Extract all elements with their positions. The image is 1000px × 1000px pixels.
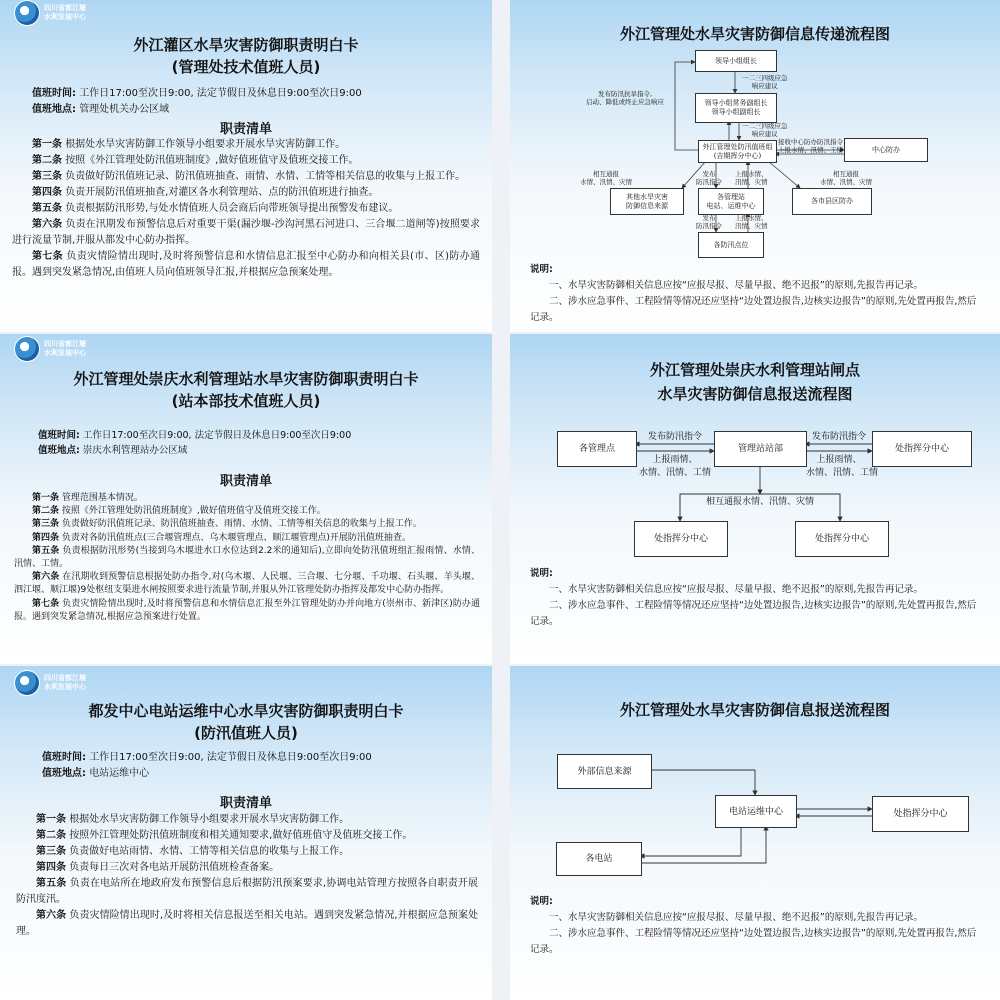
place-value: 电站运维中心: [89, 768, 150, 779]
node-flood-points: 各防汛点位: [698, 232, 764, 258]
label-exchange-left-line2: 水情、汛情、灾情: [580, 178, 632, 186]
duty-item-number: 第一条: [32, 139, 62, 150]
section-heading: 职责清单: [219, 796, 272, 811]
node-command-center-bottom-left: 处指挥分中心: [634, 521, 728, 557]
node-duty-group: [698, 140, 777, 163]
note-1: 一、水旱灾害防御相关信息应按“应报尽报、尽量早报、绝不迟报”的原则,先报告再记录。: [549, 912, 923, 923]
label-response-b-line1: 一二三四级应急: [742, 122, 788, 130]
node-power-stations: 各电站: [556, 842, 642, 876]
note-2: 二、涉水应急事件、工程险情等情况还应坚持“边处置边报告,边核实边报告”的原则,先处置再报告,然后记录。: [530, 296, 977, 323]
logo: [14, 336, 86, 362]
duty-item-number: 第五条: [32, 545, 60, 556]
duty-card-2: [0, 334, 492, 664]
duty-item-number: 第二条: [36, 830, 66, 841]
label-command-1-line1: 发布: [702, 170, 716, 178]
place-label: 值班地点:: [42, 768, 86, 779]
node-deputy-line1: 领导小组常务副组长: [704, 99, 768, 107]
time-value: 工作日17:00至次日9:00, 法定节假日及休息日9:00至次日9:00: [79, 88, 362, 99]
duty-item-text: 负责每日三次对各电站开展防汛值班检查备案。: [69, 862, 280, 873]
duty-item-number: 第三条: [36, 846, 66, 857]
node-other-line2: 防御信息来源: [626, 201, 668, 210]
duty-list: [12, 137, 480, 281]
notes: [530, 566, 982, 630]
label-report-2-line2: 汛情、灾情: [735, 222, 768, 230]
label-report-1: [735, 170, 768, 186]
logo-line2: 水利发展中心: [44, 683, 86, 691]
flowchart-title: 外江管理处水旱灾害防御信息传递流程图: [619, 25, 890, 43]
note-1: 一、水旱灾害防御相关信息应按“应报尽报、尽量早报、绝不迟报”的原则,先报告再记录。: [549, 584, 923, 595]
duty-item-text: 根据处水旱灾害防御工作领导小组要求开展水旱灾害防御工作。: [65, 139, 346, 150]
logo-line1: 四川省都江堰: [44, 674, 86, 682]
label-response-a-line1: 一二三四级应急: [742, 74, 788, 82]
duty-item: [12, 153, 480, 169]
section-heading: 职责清单: [219, 474, 272, 489]
duty-item: [12, 137, 480, 153]
notes-label: 说明:: [530, 896, 553, 907]
label-left-line2: 启动、降低或终止应急响应: [586, 98, 664, 106]
node-stations-line2: 电站、运维中心: [706, 201, 756, 210]
duty-item-number: 第五条: [36, 878, 67, 889]
duty-item-number: 第一条: [36, 814, 66, 825]
duty-item-number: 第二条: [32, 155, 62, 166]
duty-item-text: 管理范围基本情况。: [61, 493, 143, 503]
label-left-report-line1: 上报雨情、: [652, 455, 698, 465]
card-title-line1: 外江灌区水旱灾害防御职责明白卡: [133, 36, 359, 54]
label-left-report-line2: 水情、汛情、工情: [638, 468, 711, 478]
time-value: 工作日17:00至次日9:00, 法定节假日及休息日9:00至次日9:00: [89, 752, 372, 763]
duty-item: [14, 505, 480, 518]
label-command-1: [696, 170, 722, 186]
duty-item-text: 负责根据防汛形势(当接到乌木堰进水口水位达到2.2米的通知后),立即向处防汛值班组汇报雨情、水情、汛情、工情。: [14, 545, 480, 570]
duty-item-text: 在汛期收到预警信息根据处防办指令,对(乌木堰、人民堰、三合堰、七分堰、千功堰、石头堰、羊头堰、泗江堰、顺江堰)9处枢纽支渠进水闸按照要求进行流量节制,并服从外江管理处防办指挥及都发中心防办指挥。: [14, 572, 480, 596]
card-title: [0, 34, 492, 78]
flowchart-2: [510, 334, 1000, 664]
duty-item: [12, 249, 480, 281]
card-title-line1: 都发中心电站运维中心水旱灾害防御职责明白卡: [88, 702, 404, 720]
duty-item-number: 第二条: [32, 506, 60, 517]
node-duty-line2: (吉期挥分中心): [713, 151, 762, 160]
label-exchange-left: [580, 170, 632, 186]
label-report-1-line2: 汛情、灾情: [735, 178, 768, 186]
duty-item-text: 负责在汛期发布预警信息后对重要干渠(漏沙堰-沙沟河黑石河进口、三合堰二道闸等)按照要求进行流量节制,并服从都发中心防办指挥。: [12, 219, 481, 246]
note-2: 二、涉水应急事件、工程险情等情况还应坚持“边处置边报告,边核实边报告”的原则,先处置再报告,然后记录。: [530, 928, 977, 955]
node-deputy-line2: 领导小组副组长: [711, 108, 761, 116]
duty-item: [12, 217, 480, 249]
logo-emblem-icon: [14, 0, 40, 26]
logo-line1: 四川省都江堰: [44, 4, 86, 12]
place-value: 崇庆水利管理站办公区域: [82, 445, 188, 456]
place-label: 值班地点:: [32, 104, 76, 115]
notes-label: 说明:: [530, 568, 553, 579]
time-label: 值班时间:: [42, 752, 86, 763]
duty-item-text: 按照《外江管理处防汛值班制度》,做好值班值守及值班交接工作。: [61, 506, 326, 517]
place-label: 值班地点:: [38, 445, 80, 456]
label-right-report-line2: 水情、汛情、工情: [806, 468, 879, 478]
flowchart-3: [510, 666, 1000, 1000]
node-center-office: 中心防办: [844, 138, 928, 162]
node-leader: 领导小组组长: [695, 50, 777, 72]
label-receive-line2: 上报水情、汛情、工情: [778, 146, 843, 154]
node-management-points: 各管理点: [557, 431, 637, 467]
duty-item-text: 按照外江管理处防汛值班制度和相关通知要求,做好值班值守及值班交接工作。: [69, 830, 413, 841]
logo-emblem-icon: [14, 336, 40, 362]
section-heading: 职责清单: [219, 122, 272, 137]
label-report-2-line1: 上报水情、: [735, 214, 768, 222]
label-command-2-line2: 防汛指令: [696, 222, 722, 230]
label-exchange-right-line2: 水情、汛情、灾情: [820, 178, 872, 186]
duty-item: [12, 201, 480, 217]
label-exchange-right-line1: 相互通报: [833, 170, 859, 178]
logo-line2: 水利发展中心: [44, 13, 86, 21]
label-left-line1: 发布防汛抗旱指令,: [597, 90, 653, 98]
duty-item-text: 负责做好防汛值班记录、防汛值班抽查、雨情、水情、工情等相关信息的收集与上报工作。: [61, 519, 422, 530]
duty-item: [16, 860, 478, 876]
duty-item-text: 负责灾情险情出现时,及时将预警信息和水情信息汇报至外江管理处防办并向地方(崇州市、新津区)防办通报。遇到突发紧急情况,根据应急预案进行处置。: [14, 598, 480, 622]
flowchart-title: 外江管理处水旱灾害防御信息报送流程图: [619, 701, 890, 719]
duty-item-number: 第五条: [32, 203, 62, 214]
node-other-sources: [610, 188, 684, 215]
label-exchange-right: [820, 170, 872, 186]
duty-item: [14, 518, 480, 531]
duty-item-text: 负责做好电站雨情、水情、工情等相关信息的收集与上报工作。: [69, 846, 350, 857]
place-value: 管理处机关办公区域: [79, 104, 170, 115]
card-title-line2: (防汛值班人员): [194, 724, 298, 742]
duty-item-number: 第四条: [36, 862, 66, 873]
label-response-b: [742, 122, 788, 138]
duty-item: [12, 169, 480, 185]
duty-item-text: 负责根据防汛形势,与处水情值班人员会商后向带班领导提出预警发布建议。: [65, 203, 399, 214]
logo-line2: 水利发展中心: [44, 349, 86, 357]
duty-item: [16, 812, 478, 828]
duty-item: [16, 876, 478, 908]
node-command-center-bottom-right: 处指挥分中心: [795, 521, 889, 557]
duty-item-number: 第四条: [32, 532, 60, 543]
duty-item-number: 第四条: [32, 187, 62, 198]
duty-item-number: 第七条: [32, 598, 60, 609]
note-1: 一、水旱灾害防御相关信息应按“应报尽报、尽量早报、绝不迟报”的原则,先报告再记录。: [549, 280, 923, 291]
duty-item-text: 负责灾情险情出现时,及时将预警信息和水情信息汇报至中心防办和向相关县(市、区)防办通报。遇到突发紧急情况,由值班人员向值班领导汇报,并根据应急预案处理。: [12, 251, 481, 278]
label-exchange-left-line1: 相互通报: [593, 170, 619, 178]
label-receive: [778, 138, 843, 154]
duty-item: [12, 185, 480, 201]
card-title: [0, 368, 492, 412]
duty-item-text: 按照《外江管理处防汛值班制度》,做好值班值守及值班交接工作。: [65, 155, 359, 166]
node-external-sources: 外部信息来源: [557, 754, 652, 789]
duty-meta: [32, 86, 472, 118]
logo: [14, 670, 86, 696]
node-duty-line1: 外江管理处防汛值班组: [702, 142, 773, 151]
duty-meta: [38, 428, 478, 458]
label-left-command: [586, 90, 664, 106]
time-label: 值班时间:: [32, 88, 76, 99]
label-response-a: [742, 74, 788, 90]
duty-list: [14, 492, 480, 624]
label-mutual-report: 相互通报水情、汛情、灾情: [705, 497, 814, 507]
card-title-line2: (站本部技术值班人员): [171, 392, 321, 410]
label-left-report: [637, 454, 713, 480]
duty-item: [14, 598, 480, 624]
node-stations-line1: 各管理站: [717, 192, 745, 201]
label-right-command: 发布防汛指令: [811, 432, 866, 442]
flowchart-1: [510, 0, 1000, 332]
card-title-line1: 外江管理处崇庆水利管理站水旱灾害防御职责明白卡: [73, 370, 419, 388]
duty-item-number: 第六条: [32, 219, 63, 230]
duty-item: [16, 908, 478, 940]
logo: [14, 0, 86, 26]
duty-meta: [42, 750, 482, 782]
duty-item-text: 负责做好防汛值班记录、防汛值班抽查、雨情、水情、工情等相关信息的收集与上报工作。: [65, 171, 466, 182]
duty-item-number: 第七条: [32, 251, 63, 262]
label-command-2: [696, 214, 722, 230]
notes: [530, 262, 982, 326]
flowchart-title-line2: 水旱灾害防御信息报送流程图: [657, 385, 853, 403]
duty-item-number: 第三条: [32, 171, 62, 182]
duty-list: [16, 812, 478, 940]
time-label: 值班时间:: [38, 430, 80, 441]
label-right-report-line1: 上报雨情、: [816, 455, 862, 465]
flowchart-title-line1: 外江管理处崇庆水利管理站闸点: [649, 361, 860, 379]
label-command-2-line1: 发布: [702, 214, 716, 222]
duty-item: [14, 532, 480, 545]
logo-emblem-icon: [14, 670, 40, 696]
label-response-b-line2: 响应建议: [751, 130, 778, 138]
duty-item: [16, 828, 478, 844]
duty-item-number: 第一条: [32, 493, 60, 503]
node-county-offices: 各市县区防办: [792, 188, 872, 215]
card-title: [0, 700, 492, 744]
time-value: 工作日17:00至次日9:00, 法定节假日及休息日9:00至次日9:00: [82, 430, 352, 441]
label-receive-line1: 接收中心防办防汛指令: [778, 138, 843, 146]
node-stations: [698, 188, 764, 215]
node-other-line1: 其他水旱灾害: [626, 192, 668, 201]
duty-item-number: 第六条: [36, 910, 67, 921]
duty-card-3: [0, 666, 492, 1000]
label-report-2: [735, 214, 768, 230]
label-left-command: 发布防汛指令: [647, 432, 702, 442]
duty-item-number: 第三条: [32, 519, 60, 530]
node-command-center-right: 处指挥分中心: [872, 431, 972, 467]
node-deputy: [695, 93, 777, 123]
duty-item-text: 负责开展防汛值班抽查,对灌区各水利管理站、点的防汛值班进行抽查。: [65, 187, 379, 198]
duty-item-text: 负责灾情险情出现时,及时将相关信息报送至相关电站。遇到突发紧急情况,并根据应急预案处理。: [16, 910, 478, 937]
notes-label: 说明:: [530, 264, 553, 275]
duty-item-number: 第六条: [32, 572, 60, 583]
duty-card-1: [0, 0, 492, 332]
logo-line1: 四川省都江堰: [44, 340, 86, 348]
card-title-line2: (管理处技术值班人员): [171, 58, 321, 76]
duty-item-text: 负责对各防汛值班点(三合堰管理点、乌木堰管理点、顺江堰管理点)开展防汛值班抽查。: [61, 532, 411, 543]
label-response-a-line2: 响应建议: [751, 82, 778, 90]
node-ops-center: 电站运维中心: [715, 795, 797, 828]
label-report-1-line1: 上报水情、: [735, 170, 768, 178]
node-station-hq: 管理站站部: [714, 431, 807, 467]
node-command-center: 处指挥分中心: [872, 796, 969, 832]
note-2: 二、涉水应急事件、工程险情等情况还应坚持“边处置边报告,边核实边报告”的原则,先处置再报告,然后记录。: [530, 600, 977, 627]
duty-item-text: 根据处水旱灾害防御工作领导小组要求开展水旱灾害防御工作。: [69, 814, 350, 825]
duty-item: [14, 492, 480, 505]
duty-item: [16, 844, 478, 860]
duty-item: [14, 571, 480, 597]
label-right-report: [806, 454, 879, 480]
duty-item: [14, 545, 480, 571]
notes: [530, 894, 982, 958]
label-command-1-line2: 防汛指令: [696, 178, 722, 186]
duty-item-text: 负责在电站所在地政府发布预警信息后根据防汛预案要求,协调电站管理方按照各自职责开展防汛度汛。: [16, 878, 478, 905]
